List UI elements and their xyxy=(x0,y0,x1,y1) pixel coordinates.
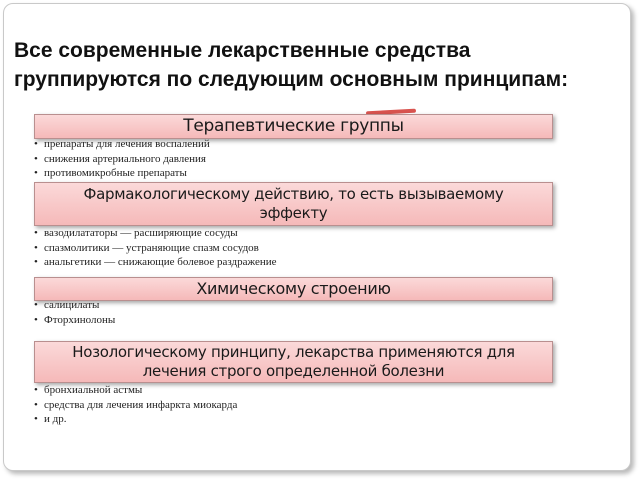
bullet-icon: • xyxy=(34,138,38,150)
group-heading-pharmacological xyxy=(34,182,553,226)
group-heading-line: Нозологическому принципу, лекарства применяются для xyxy=(72,343,515,361)
list-item: • вазодилататоры — расширяющие сосуды xyxy=(34,227,238,239)
list-item: • противомикробные препараты xyxy=(34,167,187,179)
bullet-icon: • xyxy=(34,152,38,165)
bullet-icon: • xyxy=(34,227,38,239)
group-heading-nosological xyxy=(34,341,553,383)
list-item: • спазмолитики — устраняющие спазм сосудов xyxy=(34,241,259,254)
bullet-icon: • xyxy=(34,384,38,396)
bullet-icon: • xyxy=(34,413,38,425)
group-list-therapeutic xyxy=(34,137,210,181)
list-item: • снижения артериального давления xyxy=(34,152,206,165)
group-heading-line: Фармакологическому действию, то есть вызываемому xyxy=(83,185,504,203)
bullet-icon: • xyxy=(34,167,38,179)
bullet-icon: • xyxy=(34,313,38,326)
list-item: • и др. xyxy=(34,413,67,425)
group-list-pharmacological xyxy=(34,226,276,270)
group-heading-line: лечения строго определенной болезни xyxy=(142,362,445,380)
bullet-icon: • xyxy=(34,398,38,411)
group-heading-line: эффекту xyxy=(259,204,328,222)
group-heading-line: Химическому строению xyxy=(196,279,391,298)
group-list-chemical xyxy=(34,298,115,327)
bullet-icon: • xyxy=(34,299,38,311)
bullet-icon: • xyxy=(34,256,38,268)
slide-title-line-2: группируются по следующим основным принципам: xyxy=(14,68,569,91)
slide-title xyxy=(14,36,614,94)
group-heading-line: Терапевтические группы xyxy=(183,116,404,136)
list-item: • препараты для лечения воспалений xyxy=(34,138,210,150)
slide-title-line-1: Все современные лекарственные средства xyxy=(14,39,471,62)
list-item: • анальгетики — снижающие болевое раздражение xyxy=(34,256,277,268)
list-item: • Фторхинолоны xyxy=(34,313,116,326)
group-heading-therapeutic xyxy=(34,114,553,139)
list-item: • средства для лечения инфаркта миокарда xyxy=(34,398,238,411)
list-item: • салицилаты xyxy=(34,299,100,311)
bullet-icon: • xyxy=(34,241,38,254)
group-list-nosological xyxy=(34,383,237,427)
list-item: • бронхиальной астмы xyxy=(34,384,143,396)
